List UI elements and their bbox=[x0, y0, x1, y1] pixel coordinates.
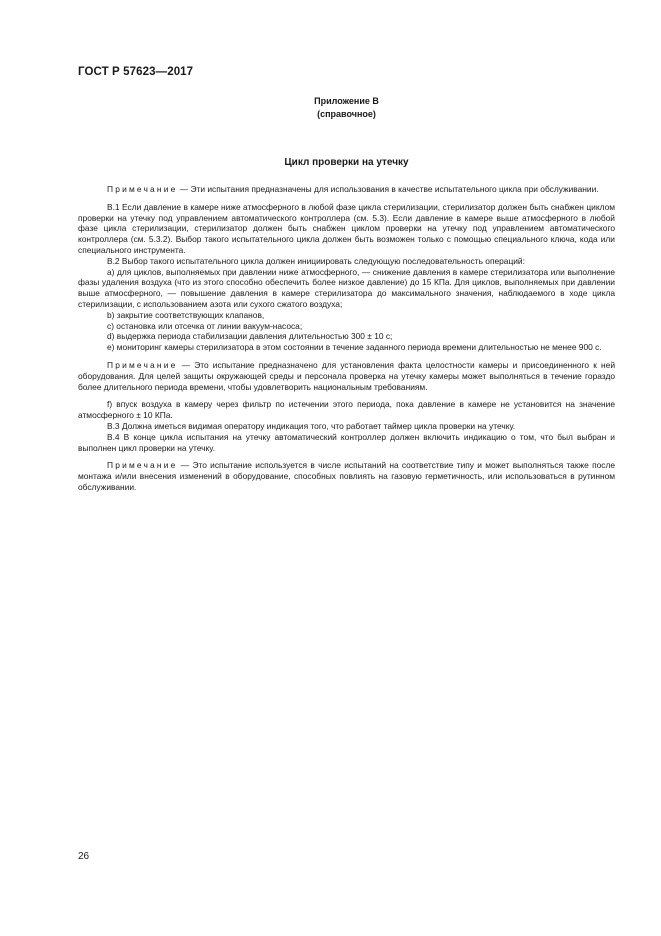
note-paragraph-1 bbox=[78, 184, 615, 195]
list-item-d: d) выдержка периода стабилизации давления длительностью 300 ± 10 с; bbox=[107, 331, 393, 342]
section-title: Цикл проверки на утечку bbox=[284, 157, 409, 168]
note-text: — Эти испытания предназначены для использования в качестве испытательного цикла при обслуживании. bbox=[177, 184, 599, 194]
list-item-e: е) мониторинг камеры стерилизатора в этом состоянии в течение заданного периода времени длительностью не менее 900 с. bbox=[107, 342, 602, 353]
document-code: ГОСТ Р 57623—2017 bbox=[78, 66, 194, 78]
note-paragraph-2 bbox=[78, 360, 615, 392]
list-item-a: а) для циклов, выполняемых при давлении ниже атмосферного, — снижение давления в камере стерилизатора или выполнение фазы удаления воздуха (что из этого способно обеспечить более низкое давление) до 15 КПа. Для циклов, выполняемых при давлении выше атмосферного, — повышение давления в камере стерилизатора до максимального значения, наблюдаемого в ходе цикла стерилизации, с использованием азота или сухого сжатого воздуха; bbox=[78, 266, 615, 309]
page-number: 26 bbox=[78, 851, 90, 862]
clause-b2: В.2 Выбор такого испытательного цикла должен инициировать следующую последовательность операций: bbox=[107, 255, 525, 266]
annex-type: (справочное) bbox=[317, 109, 376, 119]
clause-b3: В.3 Должна иметься видимая оператору индикация того, что работает таймер цикла проверки на утечку. bbox=[107, 420, 516, 431]
note-text: — Это испытание используется в числе испытаний на соответствие типу и может выполняться также после монтажа и/или внесения изменений в оборудование, способных повлиять на газовую герметичность, или использоваться в рутинном обслуживании. bbox=[78, 460, 615, 492]
note-label: Примечание bbox=[107, 460, 178, 471]
list-item-c: с) остановка или отсечка от линии вакуум-насоса; bbox=[107, 320, 303, 331]
note-paragraph-3 bbox=[78, 460, 615, 492]
body-text bbox=[78, 184, 615, 493]
clause-b1: В.1 Если давление в камере ниже атмосферного в любой фазе цикла стерилизации, стерилизатор должен быть снабжен циклом проверки на утечку под управлением автоматического контроллера (см. 5.3). Если давление в камере выше атмосферного в любой фазе цикла стерилизации, стерилизатор должен быть снабжен циклом проверки на утечку под управлением автоматического контроллера (см. 5.3.2). Выбор такого испытательного цикла должен быть возможен только с помощью специального ключа, кода или специального инструмента. bbox=[78, 201, 615, 255]
note-text: — Это испытание предназначено для установления факта целостности камеры и присоединенного к ней оборудования. Для целей защиты окружающей среды и персонала проверка на утечку камеры может выполняться в течение гораздо более длительного периода времени, чтобы удовлетворить национальным требованиям. bbox=[78, 359, 615, 392]
clause-b4: В.4 В конце цикла испытания на утечку автоматический контроллер должен включить индикацию о том, что был выбран и выполнен цикл проверки на утечку. bbox=[78, 431, 615, 453]
list-item-b: b) закрытие соответствующих клапанов, bbox=[107, 309, 265, 320]
list-item-f: f) впуск воздуха в камеру через фильтр по истечении этого периода, пока давление в камере не установится на значение атмосферного ± 10 КПа. bbox=[78, 399, 615, 421]
note-label: Примечание bbox=[107, 359, 178, 370]
note-label: Примечание bbox=[107, 184, 178, 194]
annex-title: Приложение В bbox=[314, 96, 379, 106]
